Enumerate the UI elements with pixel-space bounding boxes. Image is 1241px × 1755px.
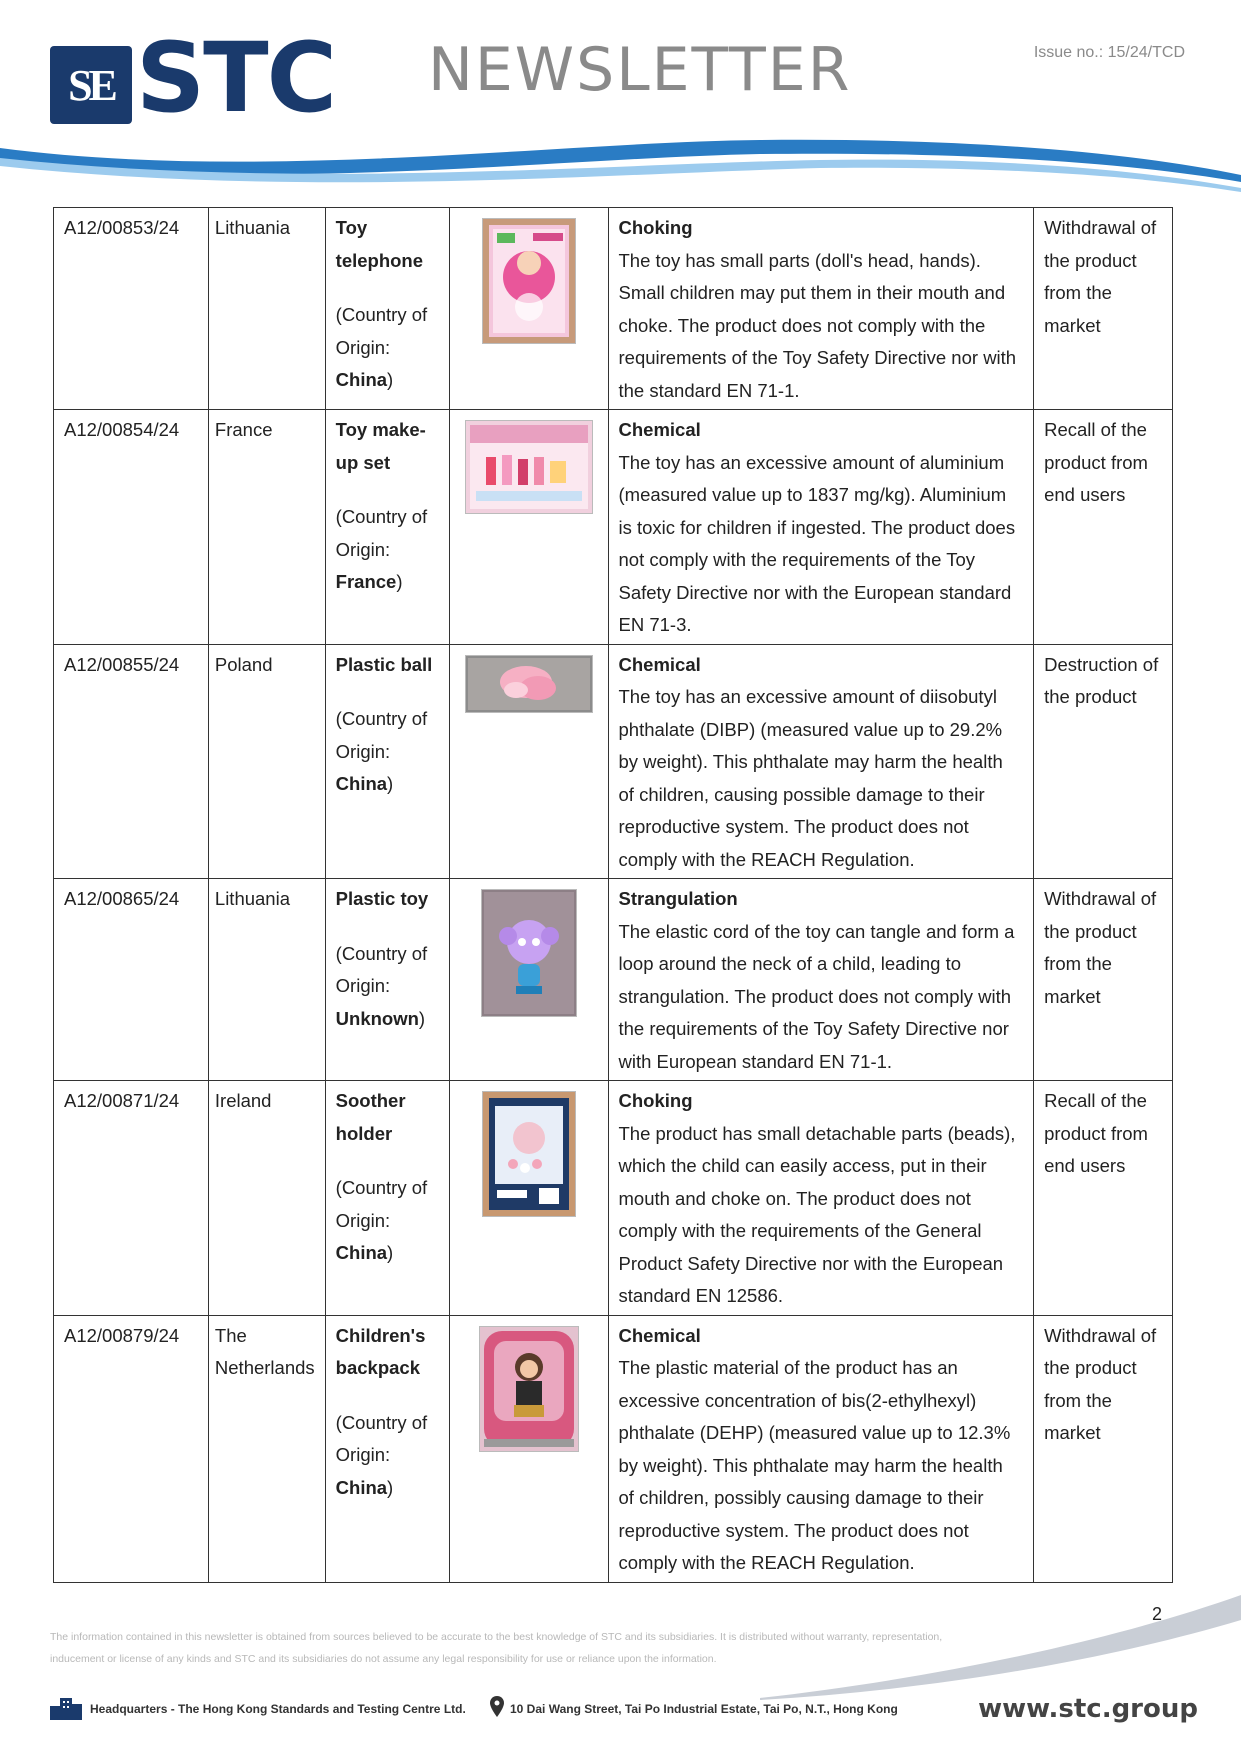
measures-taken: Withdrawal of the product from the market xyxy=(1034,1315,1173,1582)
product-cell xyxy=(325,1081,449,1316)
reference-number: A12/00854/24 xyxy=(54,410,209,645)
origin-close: ) xyxy=(396,571,403,592)
product-image-cell xyxy=(449,208,608,410)
product-name: Soother holder xyxy=(335,1090,406,1144)
origin-value: Unknown xyxy=(335,1007,419,1029)
country-of-origin xyxy=(336,299,439,397)
notifying-country: The Netherlands xyxy=(208,1315,325,1582)
origin-value: China xyxy=(335,369,388,390)
product-image-cell xyxy=(449,879,608,1081)
origin-label: (Country of Origin: xyxy=(335,708,428,762)
soother-holder-photo xyxy=(482,1091,576,1217)
plastic-toy-photo xyxy=(481,889,577,1017)
origin-close: ) xyxy=(387,773,394,794)
reference-number: A12/00853/24 xyxy=(54,208,209,410)
headquarters-label: Headquarters - The Hong Kong Standards and Testing Centre Ltd. xyxy=(90,1702,466,1716)
product-image-cell xyxy=(449,1315,608,1582)
product-cell xyxy=(325,1315,449,1582)
childrens-backpack-photo xyxy=(479,1326,579,1452)
page-number: 2 xyxy=(1152,1604,1163,1624)
toy-makeup-set-photo xyxy=(465,420,593,514)
risk-description: The elastic cord of the toy can tangle and form a loop around the neck of a child, leading to strangulation. The product does not comply with the requirements of the Toy Safety Directive nor with European standard EN 71-1. xyxy=(618,920,1015,1072)
page-footer xyxy=(48,1694,1198,1724)
risk-cell xyxy=(608,1315,1034,1582)
origin-close: ) xyxy=(387,1242,394,1263)
reference-number: A12/00865/24 xyxy=(54,879,209,1081)
risk-description: The product has small detachable parts (beads), which the child can easily access, put in their mouth and choke on. The product does not comply with the requirements of the General Product Safety Directive nor with the European standard EN 12586. xyxy=(618,1122,1016,1306)
recall-row xyxy=(54,644,1173,879)
origin-value: China xyxy=(335,1476,388,1498)
product-name: Toy make-up set xyxy=(335,419,426,473)
product-name: Plastic toy xyxy=(335,888,429,909)
risk-cell xyxy=(608,410,1034,645)
risk-type: Chemical xyxy=(618,419,701,440)
product-image-cell xyxy=(449,410,608,645)
notifying-country: France xyxy=(208,410,325,645)
recall-row xyxy=(54,1315,1173,1582)
product-recall-table xyxy=(53,207,1173,1583)
risk-type: Choking xyxy=(618,217,693,238)
measures-taken: Recall of the product from end users xyxy=(1034,1081,1173,1316)
country-of-origin xyxy=(336,501,439,599)
product-name: Children's backpack xyxy=(335,1324,426,1378)
product-cell xyxy=(325,644,449,879)
risk-description: The toy has an excessive amount of diisobutyl phthalate (DIBP) (measured value up to 29.2% by weight). This phthalate may harm the health of children, causing possible damage to their reproductive system. The product does not comply with the REACH Regulation. xyxy=(618,686,1003,870)
risk-type: Strangulation xyxy=(618,888,738,909)
notifying-country: Ireland xyxy=(208,1081,325,1316)
origin-value: China xyxy=(335,773,388,794)
country-of-origin xyxy=(336,703,439,801)
building-icon xyxy=(48,1696,84,1720)
notifying-country: Poland xyxy=(208,644,325,879)
risk-description: The toy has small parts (doll's head, hands). Small children may put them in their mouth and choke. The product does not comply with the requirements of the Toy Safety Directive nor with the standard EN 71-1. xyxy=(618,249,1017,401)
measures-taken: Withdrawal of the product from the market xyxy=(1034,879,1173,1081)
risk-cell xyxy=(608,1081,1034,1316)
reference-number: A12/00879/24 xyxy=(54,1315,209,1582)
measures-taken: Destruction of the product xyxy=(1034,644,1173,879)
issue-number: Issue no.: 15/24/TCD xyxy=(1033,44,1185,61)
measures-taken: Withdrawal of the product from the market xyxy=(1034,208,1173,410)
origin-label: (Country of Origin: xyxy=(335,942,428,996)
origin-close: ) xyxy=(387,1476,394,1498)
address-label: 10 Dai Wang Street, Tai Po Industrial Estate, Tai Po, N.T., Hong Kong xyxy=(510,1702,898,1716)
measures-taken: Recall of the product from end users xyxy=(1034,410,1173,645)
website-link[interactable]: www.stc.group xyxy=(978,1694,1198,1724)
risk-cell xyxy=(608,644,1034,879)
notifying-country: Lithuania xyxy=(208,879,325,1081)
newsletter-header xyxy=(0,0,1241,200)
origin-close: ) xyxy=(387,369,394,390)
product-cell xyxy=(325,879,449,1081)
origin-label: (Country of Origin: xyxy=(335,1177,428,1231)
recall-row xyxy=(54,208,1173,410)
recall-row xyxy=(54,1081,1173,1316)
origin-value: France xyxy=(335,571,397,592)
risk-description: The toy has an excessive amount of aluminium (measured value up to 1837 mg/kg). Aluminium is toxic for children if ingested. The product does not comply with the requirements of the Toy Safety Directive nor with the European standard EN 71-3. xyxy=(618,451,1016,635)
risk-type: Chemical xyxy=(618,1324,701,1346)
product-image-cell xyxy=(449,644,608,879)
risk-description: The plastic material of the product has an excessive concentration of bis(2-ethylhexyl) phthalate (DEHP) (measured value up to 12.3% by weight). This phthalate may harm the health of children, possibly causing damage to their reproductive system. The product does not comply with the REACH Regulation. xyxy=(618,1357,1011,1573)
location-pin-icon xyxy=(490,1696,504,1718)
notifying-country: Lithuania xyxy=(208,208,325,410)
toy-telephone-photo xyxy=(482,218,576,344)
disclaimer-text: The information contained in this newsletter is obtained from sources believed to be accurate to the best knowledge of STC and its subsidiaries. It is distributed without warranty, representation, inducement or license of any kinds and STC and its subsidiaries do not assume any legal responsibility for use or reliance upon the information. xyxy=(50,1631,943,1665)
risk-type: Chemical xyxy=(618,653,701,675)
product-cell xyxy=(325,410,449,645)
product-name: Toy telephone xyxy=(335,217,424,271)
country-of-origin xyxy=(336,1172,439,1270)
origin-value: China xyxy=(335,1242,388,1263)
product-image-cell xyxy=(449,1081,608,1316)
origin-label: (Country of Origin: xyxy=(335,506,428,560)
newsletter-title: NEWSLETTER xyxy=(428,35,852,105)
product-name: Plastic ball xyxy=(335,653,433,675)
recall-row xyxy=(54,879,1173,1081)
header-swoosh-graphic xyxy=(0,130,1241,200)
stc-logo-mark: SE xyxy=(50,46,132,124)
plastic-ball-photo xyxy=(465,655,593,713)
reference-number: A12/00855/24 xyxy=(54,644,209,879)
stc-logo-text: STC xyxy=(136,22,336,134)
country-of-origin xyxy=(336,938,439,1036)
risk-cell xyxy=(608,208,1034,410)
risk-cell xyxy=(608,879,1034,1081)
origin-label: (Country of Origin: xyxy=(335,304,428,358)
reference-number: A12/00871/24 xyxy=(54,1081,209,1316)
recall-row xyxy=(54,410,1173,645)
product-cell xyxy=(325,208,449,410)
origin-label: (Country of Origin: xyxy=(335,1411,428,1465)
risk-type: Choking xyxy=(618,1090,693,1111)
origin-close: ) xyxy=(418,1007,426,1029)
country-of-origin xyxy=(336,1407,439,1505)
